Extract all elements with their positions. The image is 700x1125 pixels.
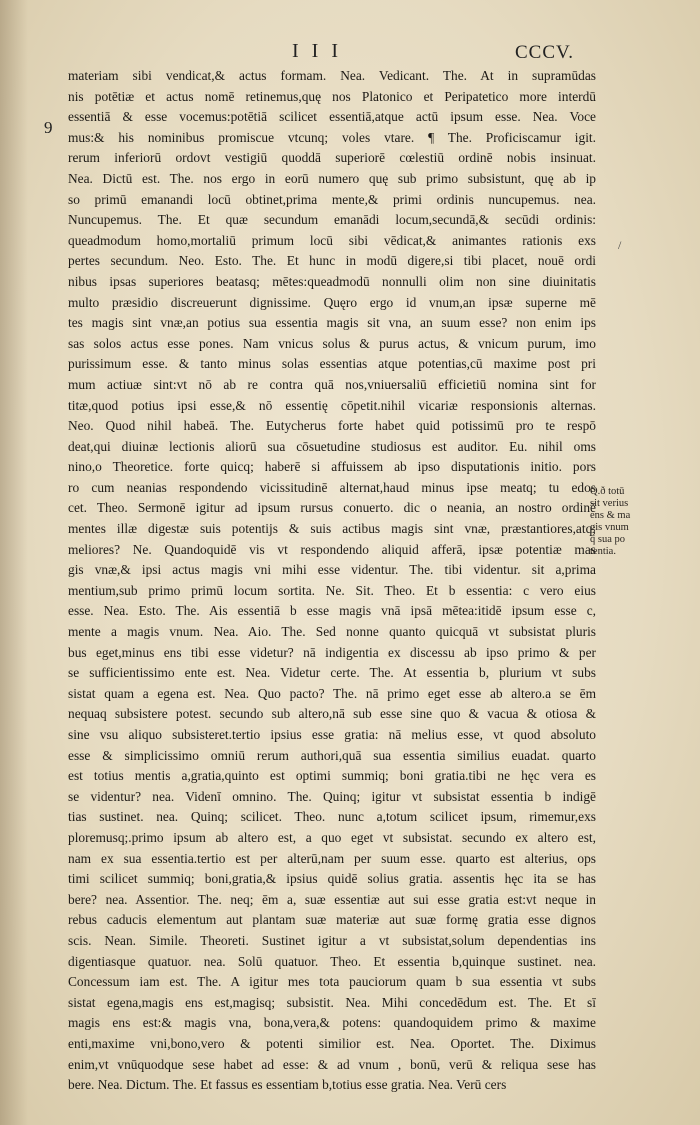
text-line: Nuncupemus. The. Et quæ secundum emanādi locum,secundā,& secūdi ordinis: xyxy=(68,212,596,228)
text-line: se sufficientissimo ente est. Nea. Videtur certe. The. At essentia b, plurium vt subs xyxy=(68,665,596,681)
text-line: multo præsidio discreuerunt dignissime. Quęro ergo id vnum,an ipsæ superne mē xyxy=(68,294,596,310)
margin-note-line: sit verius xyxy=(590,498,629,509)
text-line: timi scilicet summiq; boni,gratia,& ipsius quidē solius gratia. assentis hęc ita se has xyxy=(68,871,596,887)
text-line: sine vsu aliquo subsisteret.tertio ipsius esse gratia: nā melius esse, vt quod absoluto xyxy=(68,727,596,742)
text-line: Nea. Dictū est. The. nos ergo in eorū numero quę sub primo subsistunt, quę ab ip xyxy=(68,170,596,186)
margin-note-line: q̄ sua po xyxy=(590,534,625,545)
signature-mark: I I I xyxy=(292,40,342,62)
text-line: Neo. Quod nihil habeā. The. Eutycherus forte habet quid potissimū pro te respō xyxy=(68,418,596,434)
margin-note xyxy=(590,486,652,558)
text-line: rebus caducis elementum aut plantam suæ materiæ aut suæ formę gratia esse dignos xyxy=(68,912,596,928)
text-line: nequaq subsistere potest. secundo sub altero,nā sub esse sine quo & vacua & otiosa & xyxy=(68,706,596,722)
text-line: nino,o Theoretice. forte quicq; haberē si affuissem ab ipso disputationis initio. pors xyxy=(68,459,596,475)
text-line: meliores? Ne. Quandoquidē vis vt respondendo aliquid afferā, ipsæ potentiæ mas xyxy=(68,541,596,557)
text-line: purissimum esse. & tanto minus solas essentias atque potentias,cū maxime post pri xyxy=(68,356,596,372)
text-line: esse & simplicissimo omniū rerum authori,quā sua essentia similius euadat. quarto xyxy=(68,747,596,763)
text-line: cet. Theo. Sermonē igitur ad ipsum rursus conuerto. dic o neania, an nostro ordinē xyxy=(68,500,596,516)
folio-number: CCCV. xyxy=(515,42,575,63)
text-line: mentium,sub primo primū locum sortita. Ne. Sit. Theo. Et b essentia: c vero eius xyxy=(68,582,596,598)
text-line: enti,maxime vni,bono,vero & potenti similior est. Nea. Oportet. The. Diximus xyxy=(68,1035,596,1051)
text-line: ploremusq;.primo ipsum ab altero est, a quo eget vt subsistat. secundo ex altero est, xyxy=(68,829,596,845)
text-line: sistat egena,magis ens est,magisq; subsistit. Nea. Mihi concedēdum est. The. Et sī xyxy=(68,994,596,1010)
text-line: mentes illæ digestæ suis potentijs & suis actibus magis sint vnæ, præstantiores,atq; xyxy=(68,521,596,537)
text-line: sistat quam a egena est. Nea. Quo pacto? The. nā primo eget esse ab altero.a se ēm xyxy=(68,685,596,701)
text-line: bere? nea. Assentior. The. neq; ēm a, suæ essentiæ aut sui esse gratia est:vt neque in xyxy=(68,891,596,907)
text-line: bere. Nea. Dictum. The. Et fassus es essentiam b,totius esse gratia. Nea. Verū cers xyxy=(68,1077,507,1093)
text-line: nam ex sua essentia.tertio est per alterū,nam per suum esse. quarto est alterius, ops xyxy=(68,850,596,866)
text-line: so primū emanandi locū obtinet,prima mente,& primi ordinis nuncupemus. nea. xyxy=(68,191,596,207)
text-line: pertes secundum. Neo. Esto. The. Et hunc in modū digere,si tibi placet, nouē ordi xyxy=(68,253,596,269)
text-line: gis vnæ,& ipsi actus magis vni mihi esse videntur. The. tibi videntur. sit a,prima xyxy=(68,562,596,578)
margin-note-line: gis vnum xyxy=(590,522,629,533)
text-line: mente a magis vnum. Nea. Aio. The. Sed nonne quanto quicquā vt subsistat pluris xyxy=(68,624,596,640)
text-line: est totius mentis a,gratia,quinto est optimi summiq; boni gratia.tibi ne hęc vera es xyxy=(68,768,596,784)
margin-number: 9 xyxy=(44,118,53,137)
text-line: deat,qui diuinæ lectionis aliorū sua cōsuetudine studiosus est auditor. Eu. nihil oms xyxy=(68,438,596,454)
text-line: enim,vt vnūquodque sese habet ad esse: & ad vnum , bonū, verū & reliqua sese has xyxy=(68,1056,596,1072)
text-line: rerum inferiorū ordovt vestigiū quoddā superiorē cœlestiū ordinē nobis insinuat. xyxy=(68,150,596,166)
text-line: digentiasque quatuor. nea. Solū quatuor. Theo. Et essentia b,quinque sustinet. nea. xyxy=(68,953,596,969)
margin-note-line: tentia. xyxy=(590,546,616,557)
text-line: tes magis sint vnæ,an potius sua essentia magis sit vna, an suum esse? non enim ips xyxy=(68,315,596,331)
body-text xyxy=(68,66,596,1096)
text-line: materiam sibi vendicat,& actus formam. Nea. Vedicant. The. At in supramūdas xyxy=(68,68,596,83)
text-line: magis ens est:& magis vna, bona,vera,& potens: quandoquidem primo & maxime xyxy=(68,1015,596,1031)
gutter-shadow xyxy=(0,0,28,1125)
margin-note-line: ens & ma xyxy=(590,510,631,521)
text-line: se videntur? nea. Videnī omnino. The. Quinq; igitur vt subsistat essentia b indigē xyxy=(68,788,596,804)
text-line: esse. Nea. Esto. The. Ais essentiā b esse magis vnā ipsā mētea:itidē ipsum esse c, xyxy=(68,603,596,619)
text-line: Concessum iam est. The. A igitur mes tota pauciorum quam b sua essentia vt subs xyxy=(68,974,596,990)
text-line: essentiā & esse vocemus:potētiā scilicet essentiā,atque actū ipsum esse. Nea. Voce xyxy=(68,109,596,125)
text-line: ro cum neanias respondendo vicissitudinē alternat,haud minus ipse meatq; tu edos xyxy=(68,479,596,495)
text-line: mus:& his nominibus promiscue vtcunq; voles vtare. ¶ The. Proficiscamur igit. xyxy=(68,129,596,145)
text-line: mum actiuæ sint:vt nō ab re contra quā nos,vniuersaliū efficietiū nomina sint for xyxy=(68,376,596,392)
text-line: scis. Nean. Simile. Theoreti. Sustinet igitur a vt subsistat,solum dependentias ins xyxy=(68,932,596,948)
text-line: tias sustinet. nea. Quinq; scilicet. Theo. nunc a,totum scilicet ipsum, rimemur,exs xyxy=(68,809,596,825)
margin-note-line: Q.ð totū xyxy=(590,486,625,497)
text-line: sas solos actus esse pones. Nam vnicus solus & purus actus, & vnicum purum, imo xyxy=(68,335,596,351)
margin-tick: / xyxy=(618,238,622,252)
text-line: bus eget,minus ens tibi esse videtur? nā indigentia ex discessu ab ipso primo & per xyxy=(68,644,596,660)
text-line: nis potētiæ et actus nomē retinemus,quę nos Platonico et Peripatetico more interdū xyxy=(68,88,596,104)
text-line: titæ,quod potius ipsi esse,& nō essentię cōpetit.nihil vicariæ responsionis alternas. xyxy=(68,397,596,413)
text-line: queadmodum homo,mortaliū primum locū sibi vēdicat,& animantes rationis exs xyxy=(68,232,596,248)
text-line: nibus ipsas superiores beatasq; mētes:queadmodū nonnulli olim non sine diuinitatis xyxy=(68,273,596,289)
